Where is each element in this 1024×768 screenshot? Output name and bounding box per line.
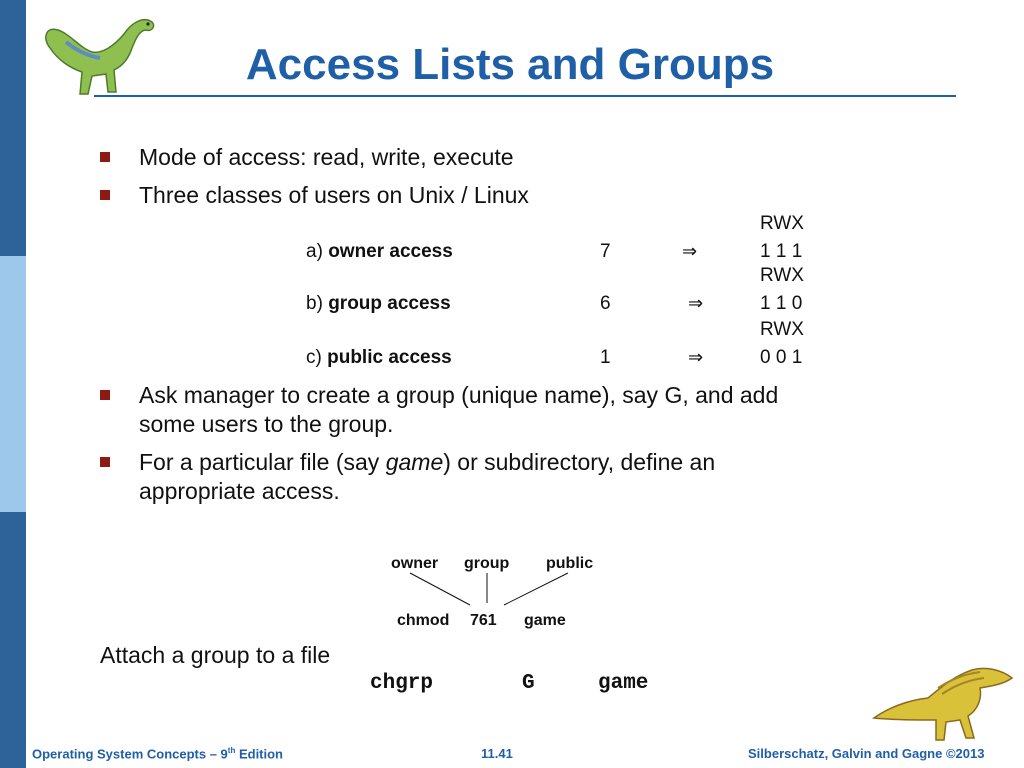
diagram-file-name: game xyxy=(524,612,566,629)
row-prefix: c) xyxy=(306,347,328,368)
bullet-text-part: For a particular file (say xyxy=(139,449,386,475)
chgrp-command: chgrp xyxy=(370,672,434,695)
rwx-header: RWX xyxy=(760,213,804,234)
diagram-label-public: public xyxy=(546,555,594,572)
footer-book-title xyxy=(32,746,283,761)
diagram-label-owner: owner xyxy=(391,555,439,572)
slide-title: Access Lists and Groups xyxy=(245,40,775,89)
rwx-header: RWX xyxy=(760,265,804,286)
bullet-text: Ask manager to create a group (unique name), say G, and add xyxy=(139,382,779,408)
connector-owner xyxy=(410,573,470,605)
chgrp-group: G xyxy=(522,672,535,695)
footer-page-number: 11.41 xyxy=(481,746,513,761)
footer-edition: Edition xyxy=(235,746,284,762)
footer-copyright: Silberschatz, Galvin and Gagne ©2013 xyxy=(748,746,985,761)
row-label: public access xyxy=(327,347,452,368)
diagram-command-chmod: chmod xyxy=(397,612,450,629)
row-label: owner access xyxy=(328,241,453,262)
access-row-owner-bits: 1 1 1 xyxy=(760,241,803,262)
bullet-text: Mode of access: read, write, execute xyxy=(139,144,514,170)
rwx-header: RWX xyxy=(760,319,804,340)
implies-arrow-icon: ⇒ xyxy=(682,241,698,262)
access-row-public-value: 1 xyxy=(600,347,611,368)
implies-arrow-icon: ⇒ xyxy=(688,347,704,368)
attach-text: Attach a group to a file xyxy=(100,642,331,668)
footer-sup: th xyxy=(227,746,236,755)
bullet-text-continued: some users to the group. xyxy=(139,411,394,437)
row-prefix: b) xyxy=(306,293,329,314)
bullet-text: Three classes of users on Unix / Linux xyxy=(139,182,529,208)
row-prefix: a) xyxy=(306,241,329,262)
bullet-text-part: ) or subdirectory, define an xyxy=(443,449,716,475)
access-row-public-bits: 0 0 1 xyxy=(760,347,803,368)
diagram-label-group: group xyxy=(464,555,510,572)
bullet-text-continued: appropriate access. xyxy=(139,478,340,504)
chgrp-file: game xyxy=(598,672,649,695)
diagram-mode-value: 761 xyxy=(470,612,497,629)
access-row-group-value: 6 xyxy=(600,293,611,314)
bullet-text-italic: game xyxy=(385,449,444,475)
footer-book: Operating System Concepts – 9 xyxy=(32,746,228,762)
implies-arrow-icon: ⇒ xyxy=(688,293,704,314)
access-row-group-bits: 1 1 0 xyxy=(760,293,803,314)
access-row-owner-value: 7 xyxy=(600,241,611,262)
connector-public xyxy=(504,573,568,605)
row-label: group access xyxy=(328,293,451,314)
